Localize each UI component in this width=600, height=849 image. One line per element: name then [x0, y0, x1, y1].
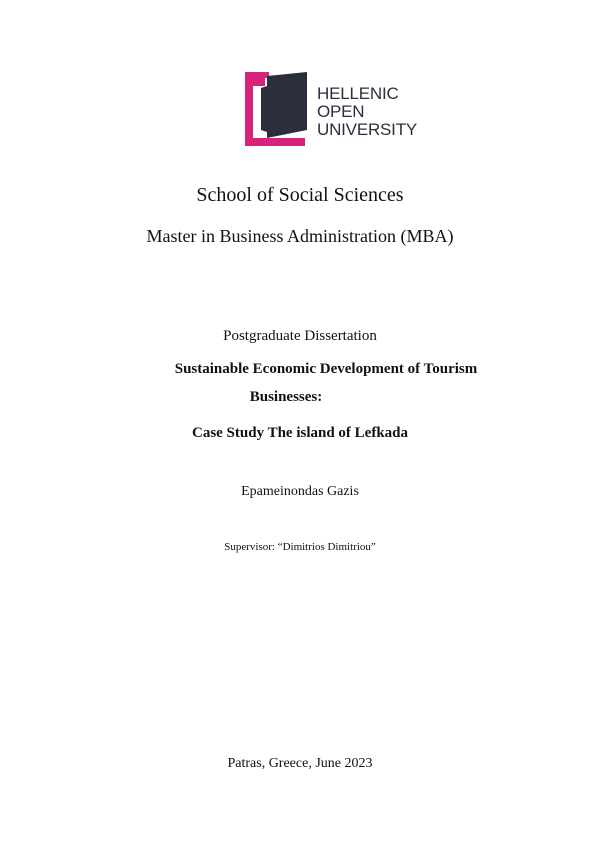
title-line-2: Businesses: [249, 389, 323, 405]
program-name: Master in Business Administration (MBA) [146, 226, 454, 246]
logo-line-hellenic: HELLENIC [317, 84, 399, 103]
university-logo [245, 72, 418, 146]
book-emblem-icon [245, 72, 315, 146]
author-name: Epameinondas Gazis [241, 484, 359, 499]
logo-line-open: OPEN [317, 102, 365, 121]
logo-wordmark [317, 85, 417, 139]
supervisor: Supervisor: “Dimitrios Dimitriou” [224, 541, 376, 553]
document-type: Postgraduate Dissertation [223, 328, 377, 344]
school-name: School of Social Sciences [196, 184, 404, 206]
logo-line-university: UNIVERSITY [317, 120, 418, 139]
title-line-1: Sustainable Economic Development of Tourism [174, 361, 478, 377]
place-date: Patras, Greece, June 2023 [227, 756, 373, 771]
subtitle: Case Study The island of Lefkada [191, 425, 409, 441]
